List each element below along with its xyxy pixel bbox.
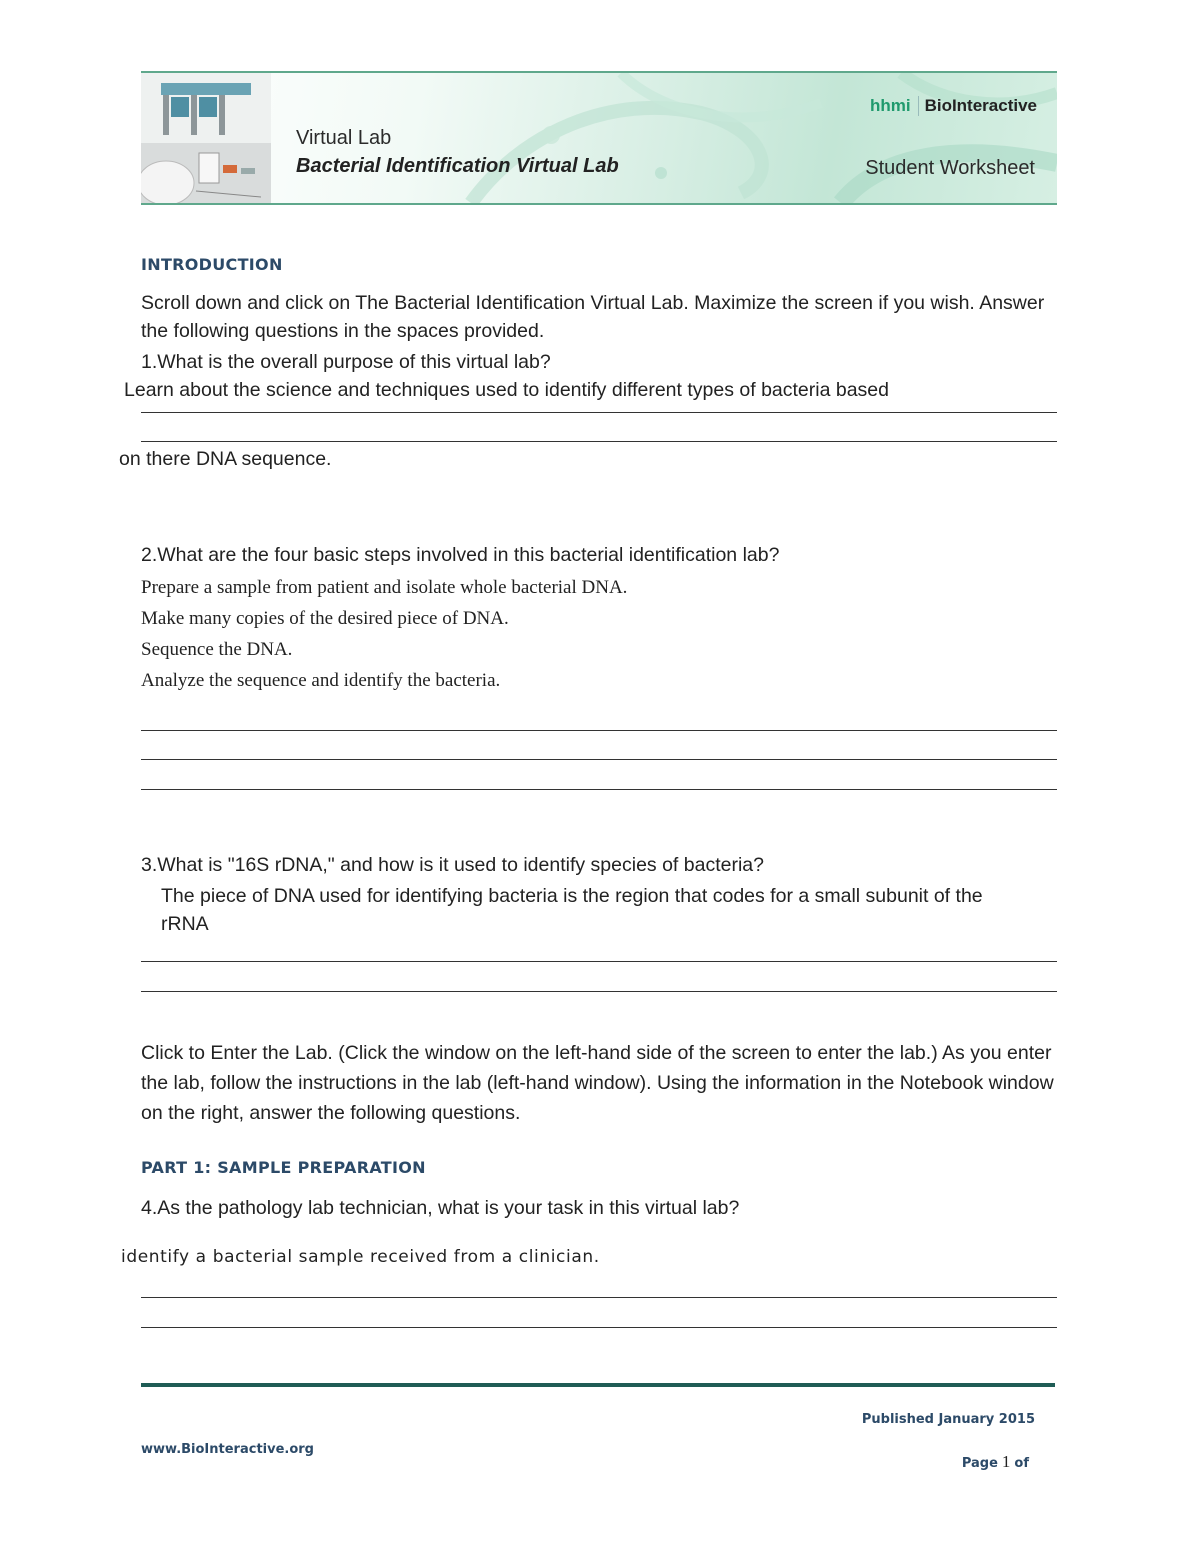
step-2: Make many copies of the desired piece of DNA. (141, 608, 509, 629)
question-1: 1.What is the overall purpose of this virtual lab? (141, 351, 551, 373)
question-3: 3.What is "16S rDNA," and how is it used to identify species of bacteria? (141, 854, 764, 876)
answer-3: The piece of DNA used for identifying bacteria is the region that codes for a small subunit of the rRNA (161, 885, 983, 935)
logo-biointeractive-text: BioInteractive (924, 96, 1037, 115)
answer-line (141, 730, 1057, 731)
page-number: 1 (1001, 1452, 1011, 1471)
question-2: 2.What are the four basic steps involved in this bacterial identification lab? (141, 544, 780, 566)
website-link[interactable]: www.BioInteractive.org (141, 1442, 314, 1457)
enter-lab-instructions: Click to Enter the Lab. (Click the window on the left-hand side of the screen to enter the lab.) As you enter the lab, follow the instructions in the lab (left-hand window). Using the information in the Notebook window on the right, answer the following questions. (141, 1042, 1054, 1124)
header-banner (141, 71, 1057, 205)
step-4: Analyze the sequence and identify the bacteria. (141, 670, 501, 691)
introduction-instructions: Scroll down and click on The Bacterial Identification Virtual Lab. Maximize the screen if you wish. Answer the following questions in the spaces provided. (141, 292, 1045, 342)
part-1-heading: PART 1: SAMPLE PREPARATION (141, 1158, 426, 1177)
answer-line (141, 759, 1057, 760)
answer-1-line-1: Learn about the science and techniques used to identify different types of bacteria based (124, 379, 889, 401)
answer-line (141, 789, 1057, 790)
page-label: Page (961, 1456, 998, 1471)
question-4: 4.As the pathology lab technician, what is your task in this virtual lab? (141, 1197, 740, 1219)
logo-hhmi-text: hhmi (870, 96, 919, 116)
published-date: Published January 2015 (861, 1412, 1035, 1427)
hhmi-biointeractive-logo (870, 91, 1037, 121)
banner-kicker: Virtual Lab (296, 127, 392, 149)
answer-line (141, 961, 1057, 962)
step-3: Sequence the DNA. (141, 639, 293, 660)
answer-line (141, 1297, 1057, 1298)
page-title: Bacterial Identification Virtual Lab (296, 155, 619, 177)
answer-1-line-2: on there DNA sequence. (119, 448, 332, 470)
answer-line (141, 1327, 1057, 1328)
footer-divider (141, 1383, 1055, 1387)
answer-line (141, 991, 1057, 992)
page-indicator (962, 1452, 1029, 1472)
worksheet-tag: Student Worksheet (865, 157, 1035, 179)
lab-bench-image (141, 73, 271, 203)
step-1: Prepare a sample from patient and isolate whole bacterial DNA. (141, 577, 628, 598)
answer-4: identify a bacterial sample received from a clinician. (121, 1247, 600, 1267)
page-of-label: of (1014, 1456, 1029, 1471)
answer-line (141, 412, 1057, 413)
introduction-heading: INTRODUCTION (141, 255, 283, 274)
answer-line (141, 441, 1057, 442)
